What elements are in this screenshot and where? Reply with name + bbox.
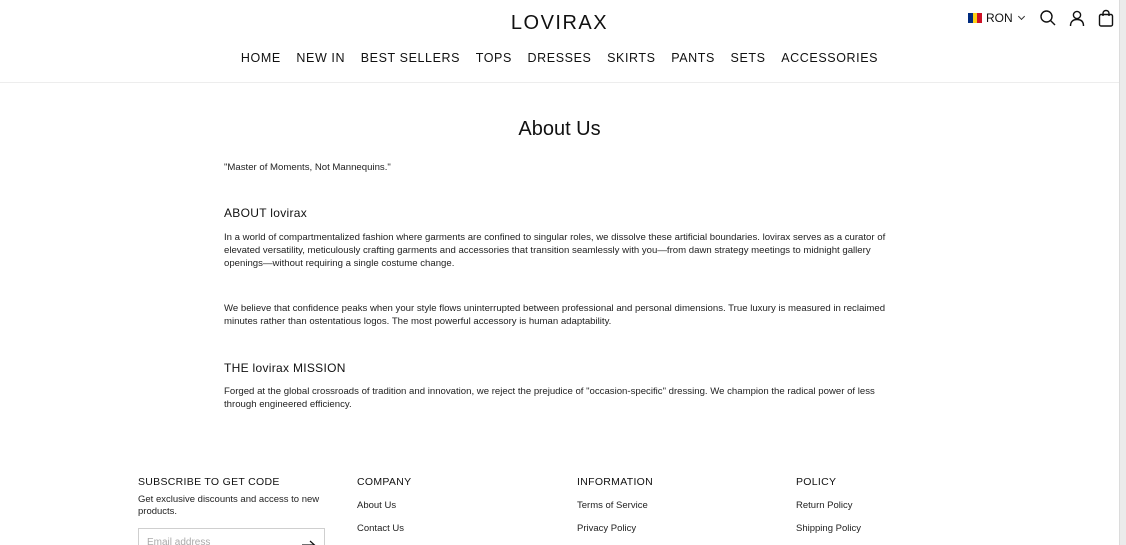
currency-label: RON bbox=[986, 11, 1013, 25]
nav-item-sets[interactable]: SETS bbox=[730, 51, 766, 65]
email-input[interactable] bbox=[139, 529, 289, 545]
site-logo[interactable]: LOVIRAX bbox=[510, 12, 609, 34]
information-heading: INFORMATION bbox=[577, 476, 654, 488]
footer-link-terms-of-service[interactable]: Terms of Service bbox=[577, 500, 648, 511]
footer-link-contact-us[interactable]: Contact Us bbox=[357, 523, 404, 534]
header-divider bbox=[0, 82, 1119, 83]
subscribe-text: Get exclusive discounts and access to new products. bbox=[138, 494, 320, 517]
about-paragraph-2: We believe that confidence peaks when your style flows uninterrupted between professional and personal dimensions. True luxury is measured in reclaimed minutes rather than ostentatious logos. The most powerful accessory is human adaptability. bbox=[224, 303, 886, 327]
footer-link-privacy-policy[interactable]: Privacy Policy bbox=[577, 523, 637, 534]
page-title: About Us bbox=[518, 118, 601, 140]
mission-paragraph: Forged at the global crossroads of tradition and innovation, we reject the prejudice of "occasion-specific" dressing. We champion the radical power of less through engineered efficiency. bbox=[224, 386, 875, 410]
nav-item-dresses[interactable]: DRESSES bbox=[527, 51, 592, 65]
mission-heading: THE lovirax MISSION bbox=[224, 361, 346, 375]
email-field-wrapper bbox=[138, 528, 325, 545]
nav-item-skirts[interactable]: SKIRTS bbox=[607, 51, 656, 65]
page-scrollbar[interactable] bbox=[1119, 0, 1126, 545]
policy-heading: POLICY bbox=[796, 476, 837, 488]
footer-link-return-policy[interactable]: Return Policy bbox=[796, 500, 853, 511]
nav-item-tops[interactable]: TOPS bbox=[475, 51, 512, 65]
company-heading: COMPANY bbox=[357, 476, 412, 488]
main-nav bbox=[0, 51, 1119, 65]
nav-item-pants[interactable]: PANTS bbox=[671, 51, 715, 65]
nav-item-home[interactable]: HOME bbox=[240, 51, 281, 65]
currency-selector[interactable] bbox=[968, 10, 1024, 26]
search-icon[interactable] bbox=[1039, 9, 1057, 27]
romania-flag-icon bbox=[968, 13, 982, 23]
about-heading: ABOUT lovirax bbox=[224, 206, 308, 220]
nav-item-new-in[interactable]: NEW IN bbox=[296, 51, 346, 65]
tagline: "Master of Moments, Not Mannequins." bbox=[224, 162, 391, 173]
shopping-bag-icon[interactable] bbox=[1097, 9, 1115, 27]
footer-link-about-us[interactable]: About Us bbox=[357, 500, 397, 511]
nav-item-best-sellers[interactable]: BEST SELLERS bbox=[360, 51, 461, 65]
account-icon[interactable] bbox=[1068, 9, 1086, 27]
subscribe-heading: SUBSCRIBE TO GET CODE bbox=[138, 476, 280, 488]
about-paragraph-1: In a world of compartmentalized fashion where garments are confined to singular roles, we dissolve these artificial boundaries. lovirax serves as a curator of elevated versatility, meticulously crafting garments and accessories that transition seamlessly with you—from dawn strategy meetings to midnight gallery openings—without requiring a single costume change. bbox=[224, 232, 886, 269]
chevron-down-icon bbox=[1018, 13, 1025, 20]
footer-link-shipping-policy[interactable]: Shipping Policy bbox=[796, 523, 861, 534]
nav-item-accessories[interactable]: ACCESSORIES bbox=[781, 51, 879, 65]
arrow-right-icon[interactable] bbox=[302, 537, 316, 545]
